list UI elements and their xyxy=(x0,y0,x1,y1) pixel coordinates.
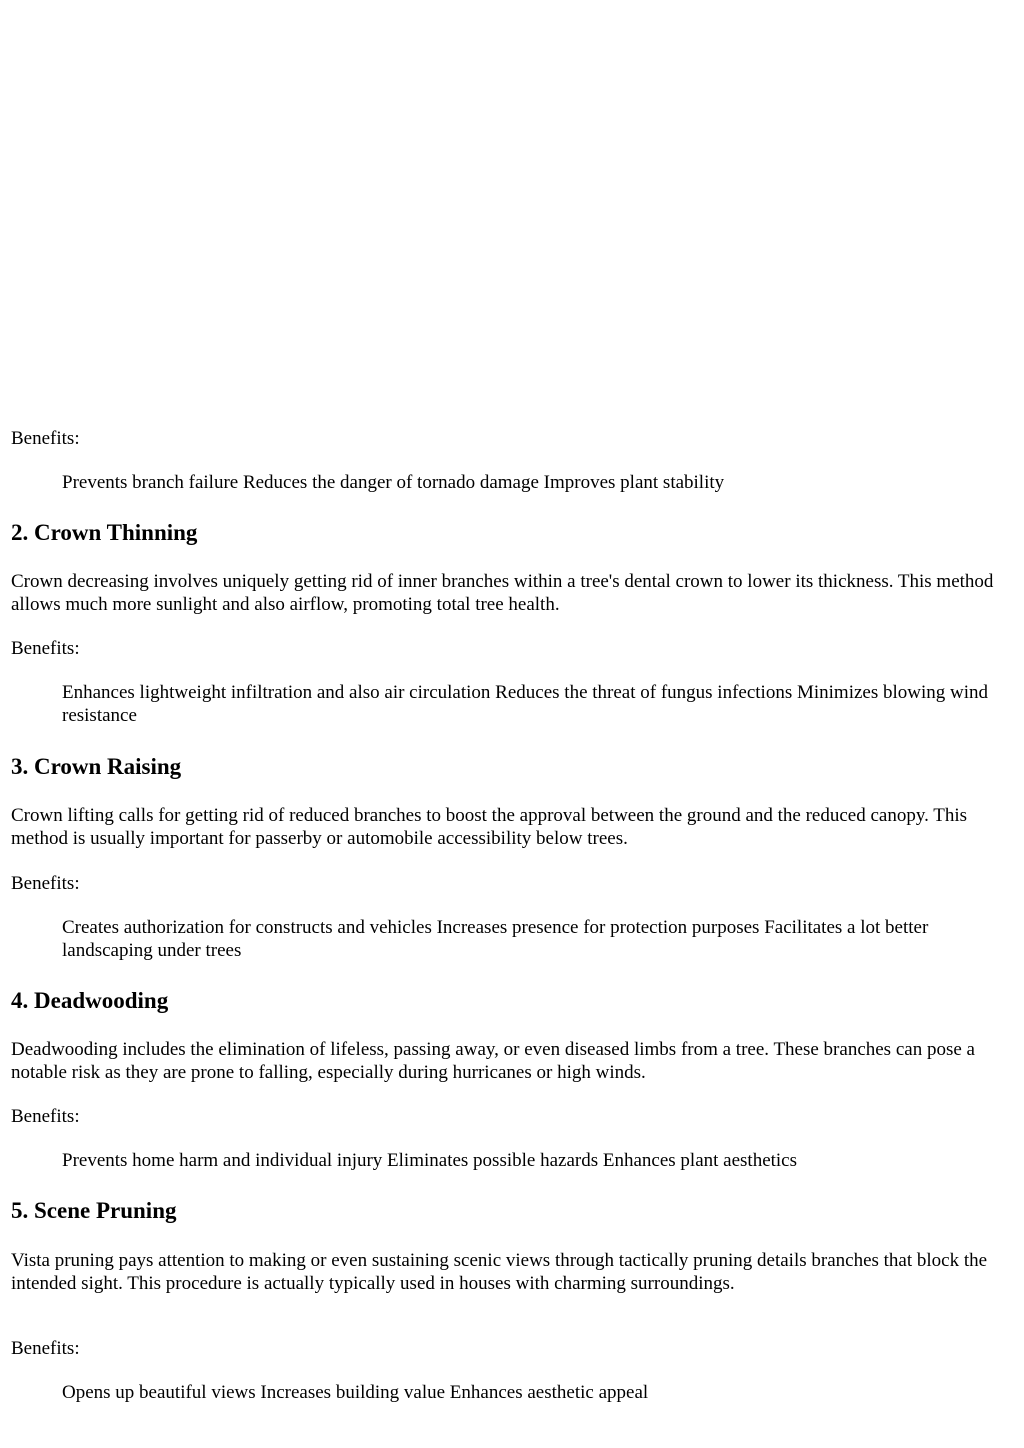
section-body: Crown lifting calls for getting rid of reduced branches to boost the approval between the ground and the reduced canopy. This method is usually important for passerby or automobile accessibility below trees. xyxy=(11,805,968,849)
section-body: Crown decreasing involves uniquely getting rid of inner branches within a tree's dental crown to lower its thickness. This method allows much more sunlight and also airflow, promoting total tree health. xyxy=(11,571,994,615)
section-body: Deadwooding includes the elimination of lifeless, passing away, or even diseased limbs from a tree. These branches can pose a notable risk as they are prone to falling, especially during hurricanes or high winds. xyxy=(11,1039,975,1083)
benefits-list: Prevents branch failure Reduces the danger of tornado damage Improves plant stability xyxy=(62,472,725,493)
section-heading-crown-thinning: 2. Crown Thinning xyxy=(11,520,198,545)
section-heading-deadwooding: 4. Deadwooding xyxy=(11,988,169,1013)
benefits-label: Benefits: xyxy=(11,1338,80,1359)
benefits-label: Benefits: xyxy=(11,873,80,894)
benefits-list: Prevents home harm and individual injury Eliminates possible hazards Enhances plant aesthetics xyxy=(62,1150,798,1171)
section-body: Vista pruning pays attention to making or even sustaining scenic views through tactically pruning details branches that block the intended sight. This procedure is actually typically used in houses with charming surroundings. xyxy=(11,1250,988,1294)
section-heading-scene-pruning: 5. Scene Pruning xyxy=(11,1198,177,1223)
benefits-label: Benefits: xyxy=(11,638,80,659)
benefits-label: Benefits: xyxy=(11,428,80,449)
section-heading-crown-raising: 3. Crown Raising xyxy=(11,754,182,779)
benefits-label: Benefits: xyxy=(11,1106,80,1127)
benefits-list: Opens up beautiful views Increases building value Enhances aesthetic appeal xyxy=(62,1382,649,1403)
benefits-list: Creates authorization for constructs and vehicles Increases presence for protection purposes Facilitates a lot better landscaping under trees xyxy=(62,917,929,961)
benefits-list: Enhances lightweight infiltration and also air circulation Reduces the threat of fungus infections Minimizes blowing wind resistance xyxy=(62,682,989,726)
